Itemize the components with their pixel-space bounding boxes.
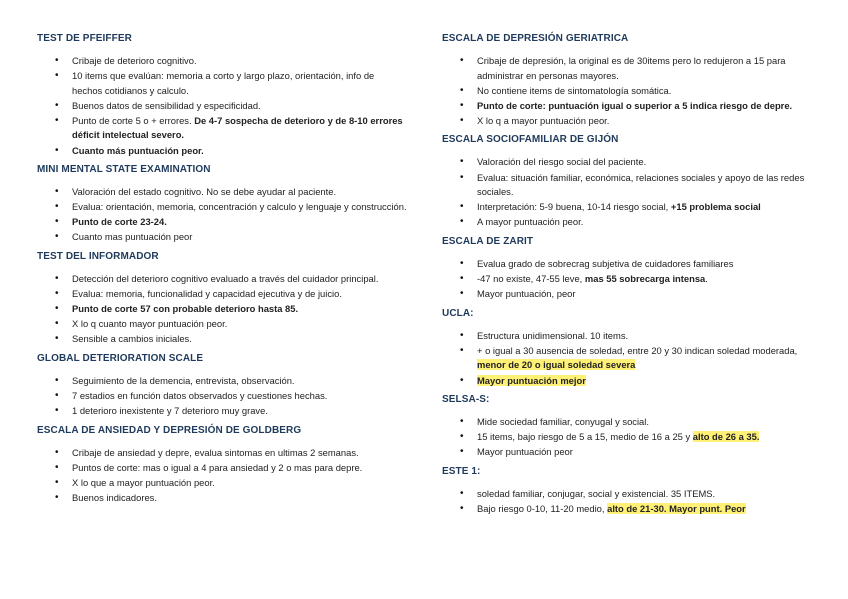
- section-heading: GLOBAL DETERIORATION SCALE: [37, 353, 204, 364]
- item-text: X lo q cuanto mayor puntuación peor.: [72, 318, 228, 330]
- bullet-list: [442, 54, 816, 128]
- bullet-item: [72, 99, 407, 114]
- section-heading: ESCALA SOCIOFAMILIAR DE GIJÓN: [442, 134, 619, 146]
- bullet-item: [72, 185, 407, 200]
- section-heading: MINI MENTAL STATE EXAMINATION: [37, 164, 211, 176]
- bullet-list: [442, 415, 816, 460]
- item-text: + o igual a 30 ausencia de soledad, entre 20 y 30 indican soledad moderada,: [477, 344, 798, 356]
- bullet-item: [477, 344, 816, 373]
- item-text: 1 deterioro inexistente y 7 deterioro muy grave.: [72, 405, 268, 417]
- bullet-list: [37, 185, 407, 245]
- bullet-list: [442, 329, 816, 388]
- bullet-item: [72, 389, 407, 404]
- section-heading: TEST DE PFEIFFER: [37, 33, 132, 44]
- item-text: Valoración del riesgo social del paciente.: [477, 156, 647, 168]
- bullet-item: [72, 461, 407, 476]
- bullet-list: [442, 487, 816, 517]
- bullet-item: [72, 404, 407, 419]
- item-text: -47 no existe, 47-55 leve,: [477, 273, 585, 285]
- bullet-list: [442, 257, 816, 302]
- item-text: No contiene items de sintomatología somática.: [477, 84, 672, 96]
- section-este-1: [442, 466, 816, 517]
- section-heading: ESCALA DE DEPRESIÓN GERIATRICA: [442, 33, 629, 44]
- bullet-list: [442, 155, 816, 229]
- bullet-item: [477, 430, 816, 445]
- section-heading: ESTE 1:: [442, 465, 481, 477]
- bullet-item: [477, 200, 816, 215]
- item-text: 15 items, bajo riesgo de 5 a 15, medio de 16 a 25 y: [477, 431, 693, 443]
- bullet-item: [72, 69, 407, 98]
- bullet-item: [477, 84, 816, 99]
- item-text: Sensible a cambios iniciales.: [72, 333, 192, 345]
- section-ucla: [442, 308, 816, 388]
- bullet-item: [477, 257, 816, 272]
- bullet-item: [72, 144, 407, 159]
- bold-text: Punto de corte: puntuación igual o superior a 5 indica riesgo de depre.: [477, 99, 793, 111]
- bold-text: De 4-7 sospecha de deterioro y de 8-10 errores déficit intelectual severo.: [72, 114, 403, 141]
- item-text: A mayor puntuación peor.: [477, 216, 584, 228]
- bullet-item: [72, 200, 407, 215]
- item-text: Evalua: memoria, funcionalidad y capacidad ejecutiva y de juicio.: [72, 288, 342, 300]
- section-selsa-s: [442, 394, 816, 460]
- item-text: X lo q a mayor puntuación peor.: [477, 114, 610, 126]
- bullet-item: [477, 99, 816, 114]
- section-heading: ESCALA DE ANSIEDAD Y DEPRESIÓN DE GOLDBERG: [37, 424, 302, 436]
- section-escala-sociofamiliar-de-gijon: [442, 134, 816, 229]
- bullet-item: [72, 272, 407, 287]
- highlighted-text: alto de 26 a 35.: [692, 431, 760, 443]
- bullet-item: [477, 415, 816, 430]
- bullet-item: [477, 445, 816, 460]
- item-text: Mide sociedad familiar, conyugal y social.: [477, 416, 649, 428]
- item-text: Punto de corte 5 o + errores.: [72, 114, 195, 126]
- item-text: soledad familiar, conjugar, social y existencial. 35 ITEMS.: [477, 487, 716, 499]
- item-text: Detección del deterioro cognitivo evaluado a través del cuidador principal.: [72, 273, 379, 285]
- bold-text: Punto de corte 23-24.: [72, 216, 167, 228]
- section-heading: ESCALA DE ZARIT: [442, 235, 534, 247]
- bullet-item: [72, 215, 407, 230]
- item-text: Puntos de corte: mas o igual a 4 para ansiedad y 2 o mas para depre.: [72, 461, 363, 473]
- section-heading: SELSA-S:: [442, 394, 490, 406]
- section-escala-de-depresion-geriatrica: [442, 33, 816, 128]
- item-text: Mayor puntuación peor: [477, 446, 573, 458]
- right-column: [442, 33, 816, 523]
- bullet-item: [477, 54, 816, 83]
- section-heading: TEST DEL INFORMADOR: [37, 251, 159, 263]
- bullet-item: [72, 54, 407, 69]
- bullet-item: [72, 374, 407, 389]
- item-text: Interpretación: 5-9 buena, 10-14 riesgo social,: [477, 201, 671, 213]
- left-column: [37, 33, 407, 512]
- highlighted-text: menor de 20 o igual soledad severa: [477, 359, 636, 371]
- item-text: Valoración del estado cognitivo. No se debe ayudar al paciente.: [72, 186, 337, 198]
- bullet-item: [477, 502, 816, 517]
- section-global-deterioration-scale: [37, 353, 407, 419]
- bullet-item: [477, 171, 816, 200]
- bullet-item: [72, 302, 407, 317]
- section-escala-de-zarit: [442, 236, 816, 302]
- bullet-item: [477, 374, 816, 389]
- bullet-item: [72, 114, 407, 143]
- bullet-item: [72, 332, 407, 347]
- item-text: Evalua grado de sobrecrag subjetiva de cuidadores familiares: [477, 257, 734, 269]
- section-heading: UCLA:: [442, 307, 474, 319]
- item-text: .: [705, 273, 708, 285]
- bullet-item: [477, 272, 816, 287]
- bullet-item: [72, 230, 407, 245]
- section-test-de-pfeiffer: [37, 33, 407, 158]
- bullet-item: [72, 476, 407, 491]
- bullet-list: [37, 272, 407, 347]
- bullet-item: [72, 491, 407, 506]
- bullet-item: [477, 114, 816, 129]
- item-text: Evalua: situación familiar, económica, relaciones sociales y apoyo de las redes sociales.: [477, 171, 805, 198]
- bullet-list: [37, 54, 407, 158]
- bullet-item: [72, 317, 407, 332]
- bullet-item: [477, 155, 816, 170]
- section-mini-mental-state-examination: [37, 164, 407, 245]
- bold-text: Punto de corte 57 con probable deterioro hasta 85.: [72, 303, 299, 315]
- item-text: X lo que a mayor puntuación peor.: [72, 476, 215, 488]
- bullet-item: [477, 487, 816, 502]
- bullet-item: [72, 446, 407, 461]
- item-text: Estructura unidimensional. 10 items.: [477, 329, 629, 341]
- section-escala-de-ansiedad-y-depresion-de-goldberg: [37, 425, 407, 506]
- bold-text: +15 problema social: [670, 201, 761, 213]
- highlighted-text: Mayor puntuación mejor: [477, 374, 586, 386]
- bullet-item: [477, 215, 816, 230]
- bullet-item: [72, 287, 407, 302]
- bullet-item: [477, 329, 816, 344]
- item-text: Cribaje de depresión, la original es de 30items pero lo redujeron a 15 para administrar en personas mayores.: [477, 55, 786, 81]
- item-text: 10 items que evalúan: memoria a corto y largo plazo, orientación, info de hechos cotidianos y calculo.: [72, 70, 375, 96]
- item-text: Mayor puntuación, peor: [477, 288, 576, 300]
- item-text: Cuanto mas puntuación peor: [72, 231, 193, 243]
- item-text: 7 estadios en función datos observados y cuestiones hechas.: [72, 390, 328, 402]
- bullet-list: [37, 374, 407, 419]
- highlighted-text: alto de 21-30. Mayor punt. Peor: [607, 502, 746, 514]
- item-text: Seguimiento de la demencia, entrevista, observación.: [72, 375, 295, 386]
- bold-text: mas 55 sobrecarga intensa: [584, 273, 706, 285]
- item-text: Buenos indicadores.: [72, 492, 157, 504]
- item-text: Evalua: orientación, memoria, concentración y calculo y lenguaje y construcción.: [72, 201, 407, 213]
- item-text: Bajo riesgo 0-10, 11-20 medio,: [477, 502, 608, 514]
- item-text: Cribaje de deterioro cognitivo.: [72, 55, 197, 66]
- item-text: Buenos datos de sensibilidad y especificidad.: [72, 99, 261, 111]
- section-test-del-informador: [37, 251, 407, 347]
- bold-text: Cuanto más puntuación peor.: [72, 144, 204, 156]
- bullet-item: [477, 287, 816, 302]
- bullet-list: [37, 446, 407, 506]
- item-text: Cribaje de ansiedad y depre, evalua sintomas en ultimas 2 semanas.: [72, 446, 359, 458]
